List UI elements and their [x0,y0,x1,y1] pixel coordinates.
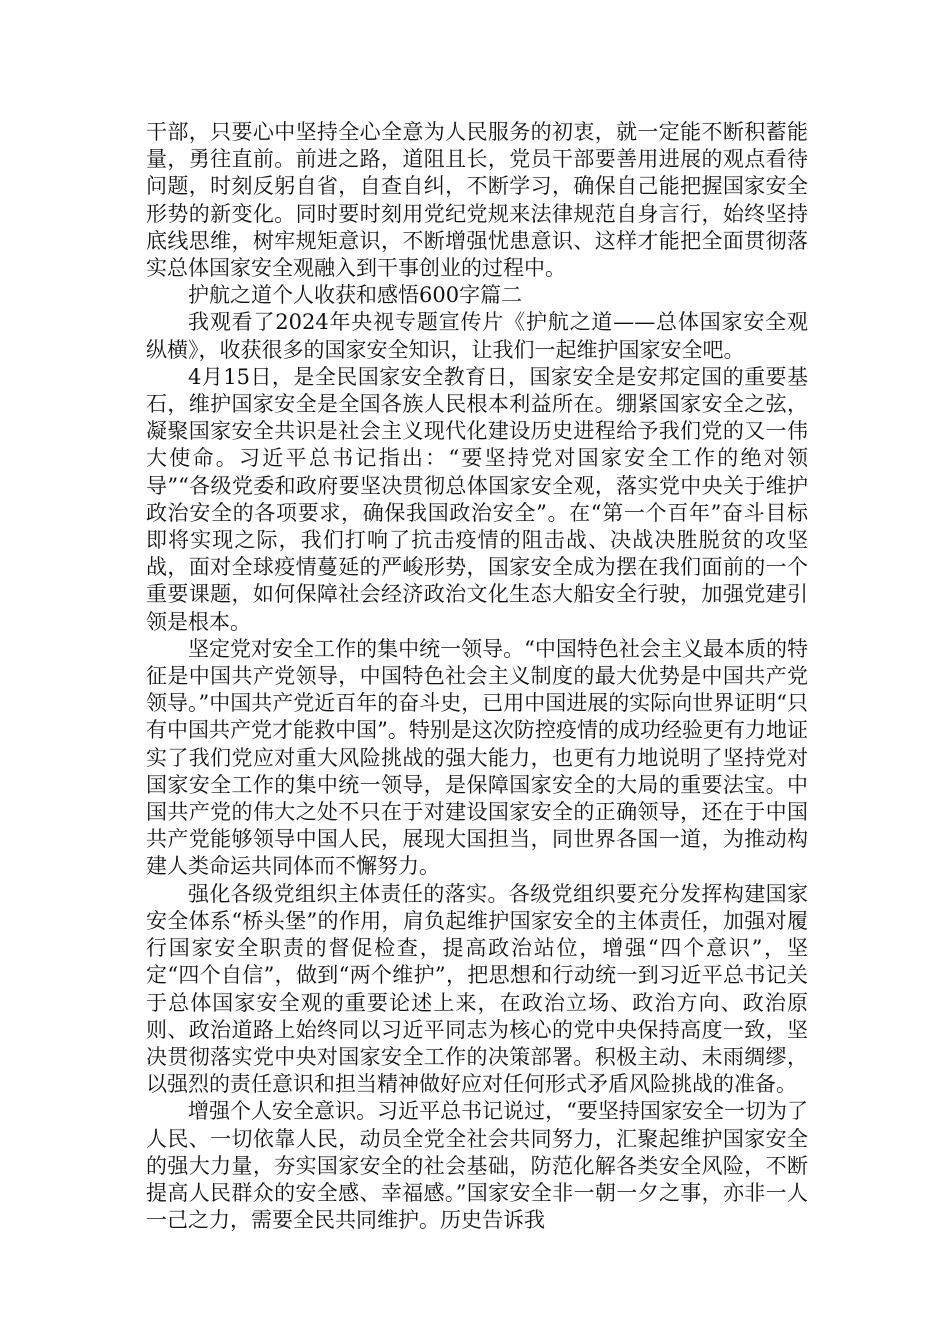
paragraph-security-day: 4月15日，是全民国家安全教育日，国家安全是安邦定国的重要基石，维护国家安全是全国各族人民根本利益所在。绷紧国家安全之弦，凝聚国家安全共识是社会主义现代化建设历史进程给予我们党的又一伟大使命。习近平总书记指出：“要坚持党对国家安全工作的绝对领导”“各级党委和政府要坚决贯彻总体国家安全观，落实党中央关于维护政治安全的各项要求，确保我国政治安全”。在“第一个百年”奋斗目标即将实现之际，我们打响了抗击疫情的阻击战、决战决胜脱贫的攻坚战，面对全球疫情蔓延的严峻形势，国家安全成为摆在我们面前的一个重要课题，如何保障社会经济政治文化生态大船安全行驶，加强党建引领是根本。 [146,364,808,634]
document-page [146,119,808,1234]
section-heading: 护航之道个人收获和感悟600字篇二 [188,283,523,308]
paragraph-intro: 我观看了2024年央视专题宣传片《护航之道——总体国家安全观纵横》，收获很多的国家安全知识，让我们一起维护国家安全吧。 [146,310,808,362]
paragraph-personal-awareness: 增强个人安全意识。习近平总书记说过，“要坚持国家安全一切为了人民、一切依靠人民，动员全党全社会共同努力，汇聚起维护国家安全的强大力量，夯实国家安全的社会基础，防范化解各类安全风险，不断提高人民群众的安全感、幸福感。”国家安全非一朝一夕之事，亦非一人一己之力，需要全民共同维护。历史告诉我 [146,1099,808,1233]
paragraph-party-leadership: 坚定党对安全工作的集中统一领导。“中国特色社会主义最本质的特征是中国共产党领导，中国特色社会主义制度的最大优势是中国共产党领导。”中国共产党近百年的奋斗史，已用中国进展的实际向世界证明“只有中国共产党才能救中国”。特别是这次防控疫情的成功经验更有力地证实了我们党应对重大风险挑战的强大能力，也更有力地说明了坚持党对国家安全工作的集中统一领导，是保障国家安全的大局的重要法宝。中国共产党的伟大之处不只在于对建设国家安全的正确领导，还在于中国共产党能够领导中国人民，展现大国担当，同世界各国一道，为推动构建人类命运共同体而不懈努力。 [146,636,808,879]
paragraph-continuation: 干部，只要心中坚持全心全意为人民服务的初衷，就一定能不断积蓄能量，勇往直前。前进之路，道阻且长，党员干部要善用进展的观点看待问题，时刻反躬自省，自查自纠，不断学习，确保自己能把握国家安全形势的新变化。同时要时刻用党纪党规来法律规范自身言行，始终坚持底线思维，树牢规矩意识，不断增强忧患意识、这样才能把全面贯彻落实总体国家安全观融入到干事创业的过程中。 [146,120,808,281]
paragraph-party-responsibility: 强化各级党组织主体责任的落实。各级党组织要充分发挥构建国家安全体系“桥头堡”的作用，肩负起维护国家安全的主体责任，加强对履行国家安全职责的督促检查，提高政治站位，增强“四个意识”，坚定“四个自信”，做到“两个维护”，把思想和行动统一到习近平总书记关于总体国家安全观的重要论述上来，在政治立场、政治方向、政治原则、政治道路上始终同以习近平同志为核心的党中央保持高度一致，坚决贯彻落实党中央对国家安全工作的决策部署。积极主动、未雨绸缪，以强烈的责任意识和担当精神做好应对任何形式矛盾风险挑战的准备。 [146,881,808,1097]
